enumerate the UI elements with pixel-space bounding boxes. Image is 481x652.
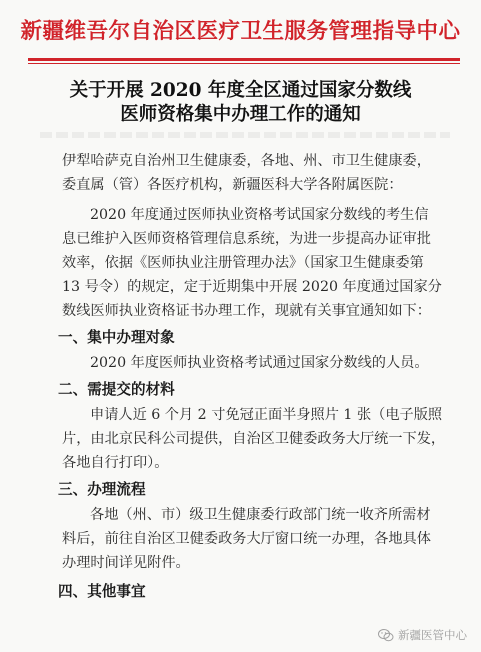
section-2-line-2: 片，由北京民科公司提供，自治区卫健委政务大厅统一下发，	[62, 431, 446, 447]
notice-title-line-1: 关于开展 2020 年度全区通过国家分数线	[69, 80, 412, 101]
section-1-heading: 一、集中办理对象	[58, 329, 175, 346]
section-3-heading: 三、办理流程	[58, 481, 146, 498]
intro-line-4: 13 号令）的规定，定于近期集中开展 2020 年度通过国家分	[62, 279, 442, 295]
bleed-through-text	[40, 132, 450, 138]
watermark-text: 新疆医管中心	[398, 628, 467, 642]
section-3-line-3: 办理时间详见附件。	[62, 555, 190, 571]
section-4-heading: 四、其他事宜	[58, 583, 146, 600]
section-2-line-1: 申请人近 6 个月 2 寸免冠正面半身照片 1 张（电子版照	[90, 407, 443, 423]
section-2-line-3: 各地自行打印）。	[62, 455, 169, 471]
letterhead-rule-thick	[28, 58, 460, 61]
wechat-icon	[378, 629, 394, 642]
notice-title-line-2: 医师资格集中办理工作的通知	[120, 104, 361, 125]
addressee-line-2: 委直属（管）各医疗机构，新疆医科大学各附属医院：	[62, 177, 403, 193]
section-1-line-1: 2020 年度医师执业资格考试通过国家分数线的人员。	[90, 355, 429, 371]
addressee-line-1: 伊犁哈萨克自治州卫生健康委，各地、州、市卫生健康委，	[62, 153, 431, 169]
letterhead: 新疆维吾尔自治区医疗卫生服务管理指导中心	[20, 19, 461, 44]
intro-line-5: 数线医师执业资格证书办理工作，现就有关事宜通知如下：	[62, 303, 431, 319]
intro-line-3: 效率，依据《医师执业注册管理办法》（国家卫生健康委第	[62, 255, 424, 271]
letterhead-rule-thin	[28, 63, 460, 64]
intro-line-2: 息已维护入医师资格管理信息系统，为进一步提高办证审批	[62, 231, 431, 247]
watermark	[378, 627, 467, 643]
section-3-line-1: 各地（州、市）级卫生健康委行政部门统一收齐所需材	[90, 507, 431, 523]
section-2-heading: 二、需提交的材料	[58, 381, 175, 398]
intro-line-1: 2020 年度通过医师执业资格考试国家分数线的考生信	[90, 207, 429, 223]
section-3-line-2: 料后，前往自治区卫健委政务大厅窗口统一办理，各地具体	[62, 531, 431, 547]
